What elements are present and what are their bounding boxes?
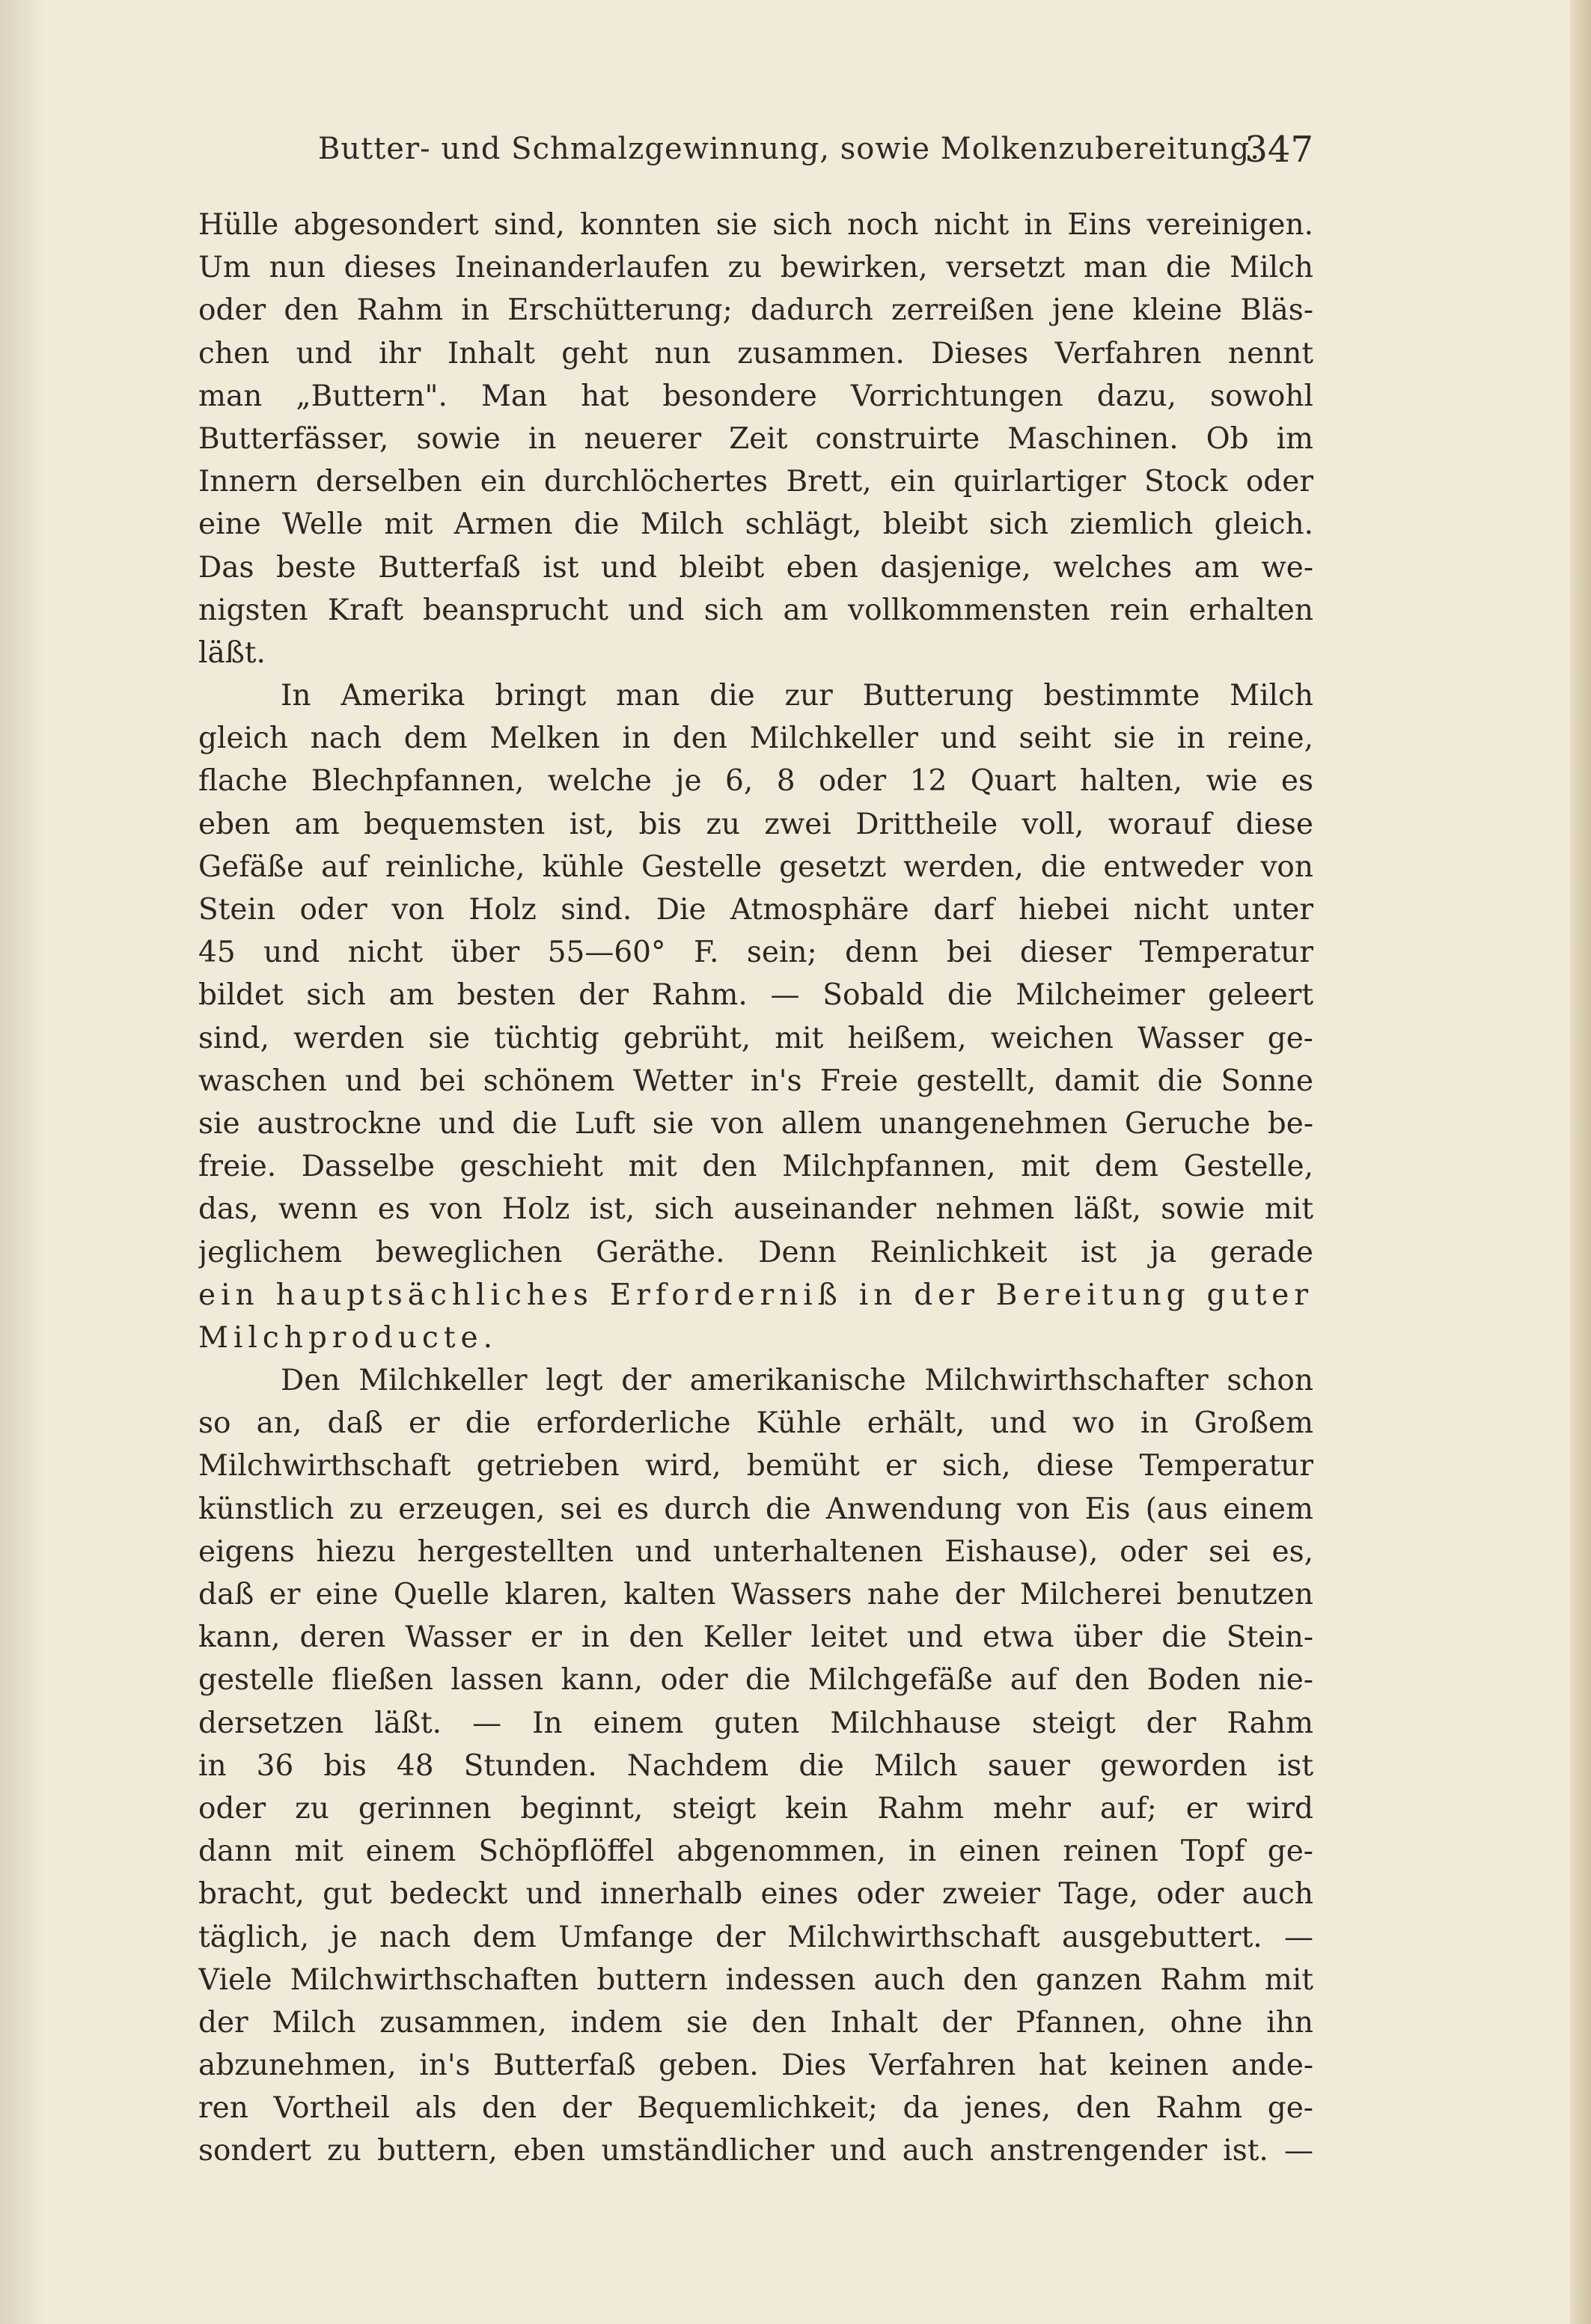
page-edge (1570, 0, 1591, 2324)
text-line: gleich nach dem Melken in den Milchkeller und seiht sie in reine, (198, 722, 1313, 756)
text-line: dann mit einem Schöpflöffel abgenommen, in einen reinen Topf ge- (198, 1835, 1313, 1869)
text-line: täglich, je nach dem Umfange der Milchwirthschaft ausgebuttert. — (198, 1920, 1313, 1954)
text-line: Butterfässer, sowie in neuerer Zeit construirte Maschinen. Ob im (198, 421, 1313, 456)
text-line: in 36 bis 48 Stunden. Nachdem die Milch sauer geworden ist (198, 1748, 1313, 1783)
text-line: dersetzen läßt. — In einem guten Milchhause steigt der Rahm (198, 1706, 1313, 1740)
running-title: Butter- und Schmalzgewinnung, sowie Molkenzubereitung. (318, 132, 1260, 166)
text-line: eben am bequemsten ist, bis zu zwei Drittheile voll, worauf diese (198, 807, 1313, 841)
text-line: so an, daß er die erforderliche Kühle erhält, und wo in Großem (198, 1406, 1313, 1441)
text-line: abzunehmen, in's Butterfaß geben. Dies Verfahren hat keinen ande- (198, 2049, 1313, 2083)
text-line: Hülle abgesondert sind, konnten sie sich noch nicht in Eins vereinigen. (198, 208, 1313, 242)
text-line: sie austrockne und die Luft sie von allem unangenehmen Geruche be- (198, 1106, 1313, 1141)
text-line: bracht, gut bedeckt und innerhalb eines oder zweier Tage, oder auch (198, 1877, 1313, 1912)
emphasized-line: ein hauptsächliches Erforderniß in der Bereitung guter (198, 1278, 1313, 1312)
text-line: der Milch zusammen, indem sie den Inhalt der Pfannen, ohne ihn (198, 2005, 1313, 2040)
spine-shadow (0, 0, 45, 2324)
text-line: ren Vortheil als den der Bequemlichkeit; da jenes, den Rahm ge- (198, 2091, 1313, 2126)
text-line: Stein oder von Holz sind. Die Atmosphäre darf hiebei nicht unter (198, 893, 1313, 927)
text-line: Gefäße auf reinliche, kühle Gestelle gesetzt werden, die entweder von (198, 850, 1313, 884)
text-line: oder den Rahm in Erschütterung; dadurch zerreißen jene kleine Bläs- (198, 293, 1313, 328)
text-line: bildet sich am besten der Rahm. — Sobald die Milcheimer geleert (198, 978, 1313, 1013)
paragraph-start-line: In Amerika bringt man die zur Butterung bestimmte Milch (281, 679, 1313, 713)
text-line: man „Buttern". Man hat besondere Vorrichtungen dazu, sowohl (198, 379, 1313, 413)
text-line: eigens hiezu hergestellten und unterhaltenen Eishause), oder sei es, (198, 1534, 1313, 1569)
text-line: freie. Dasselbe geschieht mit den Milchpfannen, mit dem Gestelle, (198, 1150, 1313, 1184)
text-line: 45 und nicht über 55—60° F. sein; denn bei dieser Temperatur (198, 936, 1313, 970)
text-line (198, 2173, 1313, 2215)
text-line: oder zu gerinnen beginnt, steigt kein Rahm mehr auf; er wird (198, 1791, 1313, 1826)
text-line: das, wenn es von Holz ist, sich auseinander nehmen läßt, sowie mit (198, 1192, 1313, 1227)
paragraph-start-line: Den Milchkeller legt der amerikanische Milchwirthschafter schon (281, 1364, 1313, 1398)
text-line: nigsten Kraft beansprucht und sich am vollkommensten rein erhalten (198, 593, 1313, 627)
text-line: eine Welle mit Armen die Milch schlägt, bleibt sich ziemlich gleich. (198, 507, 1313, 542)
body-text (198, 204, 1313, 2215)
text-line: chen und ihr Inhalt geht nun zusammen. Dieses Verfahren nennt (198, 336, 1313, 370)
text-line: Das beste Butterfaß ist und bleibt eben dasjenige, welches am we- (198, 550, 1313, 585)
text-line: Viele Milchwirthschaften buttern indessen auch den ganzen Rahm mit (198, 1962, 1313, 1997)
text-line: Innern derselben ein durchlöchertes Brett, ein quirlartiger Stock oder (198, 465, 1313, 499)
text-line: jeglichem beweglichen Geräthe. Denn Reinlichkeit ist ja gerade (198, 1235, 1313, 1269)
text-line: waschen und bei schönem Wetter in's Freie gestellt, damit die Sonne (198, 1064, 1313, 1098)
text-line: künstlich zu erzeugen, sei es durch die Anwendung von Eis (aus einem (198, 1492, 1313, 1526)
text-line: Um nun dieses Ineinanderlaufen zu bewirken, versetzt man die Milch (198, 251, 1313, 285)
text-line: kann, deren Wasser er in den Keller leitet und etwa über die Stein- (198, 1620, 1313, 1655)
paragraph-end-line: läßt. (198, 635, 266, 670)
text-line: flache Blechpfannen, welche je 6, 8 oder 12 Quart halten, wie es (198, 764, 1313, 799)
running-head (198, 126, 1313, 178)
text-line: gestelle fließen lassen kann, oder die Milchgefäße auf den Boden nie- (198, 1663, 1313, 1698)
text-line: sondert zu buttern, eben umständlicher und auch anstrengender ist. — (198, 2134, 1313, 2168)
text-line: sind, werden sie tüchtig gebrüht, mit heißem, weichen Wasser ge- (198, 1021, 1313, 1055)
text-line: Milchwirthschaft getrieben wird, bemüht er sich, diese Temperatur (198, 1449, 1313, 1483)
paragraph-end-line: Milchproducte. (198, 1320, 498, 1355)
page-number: 347 (1245, 129, 1313, 171)
text-line: daß er eine Quelle klaren, kalten Wassers nahe der Milcherei benutzen (198, 1578, 1313, 1611)
